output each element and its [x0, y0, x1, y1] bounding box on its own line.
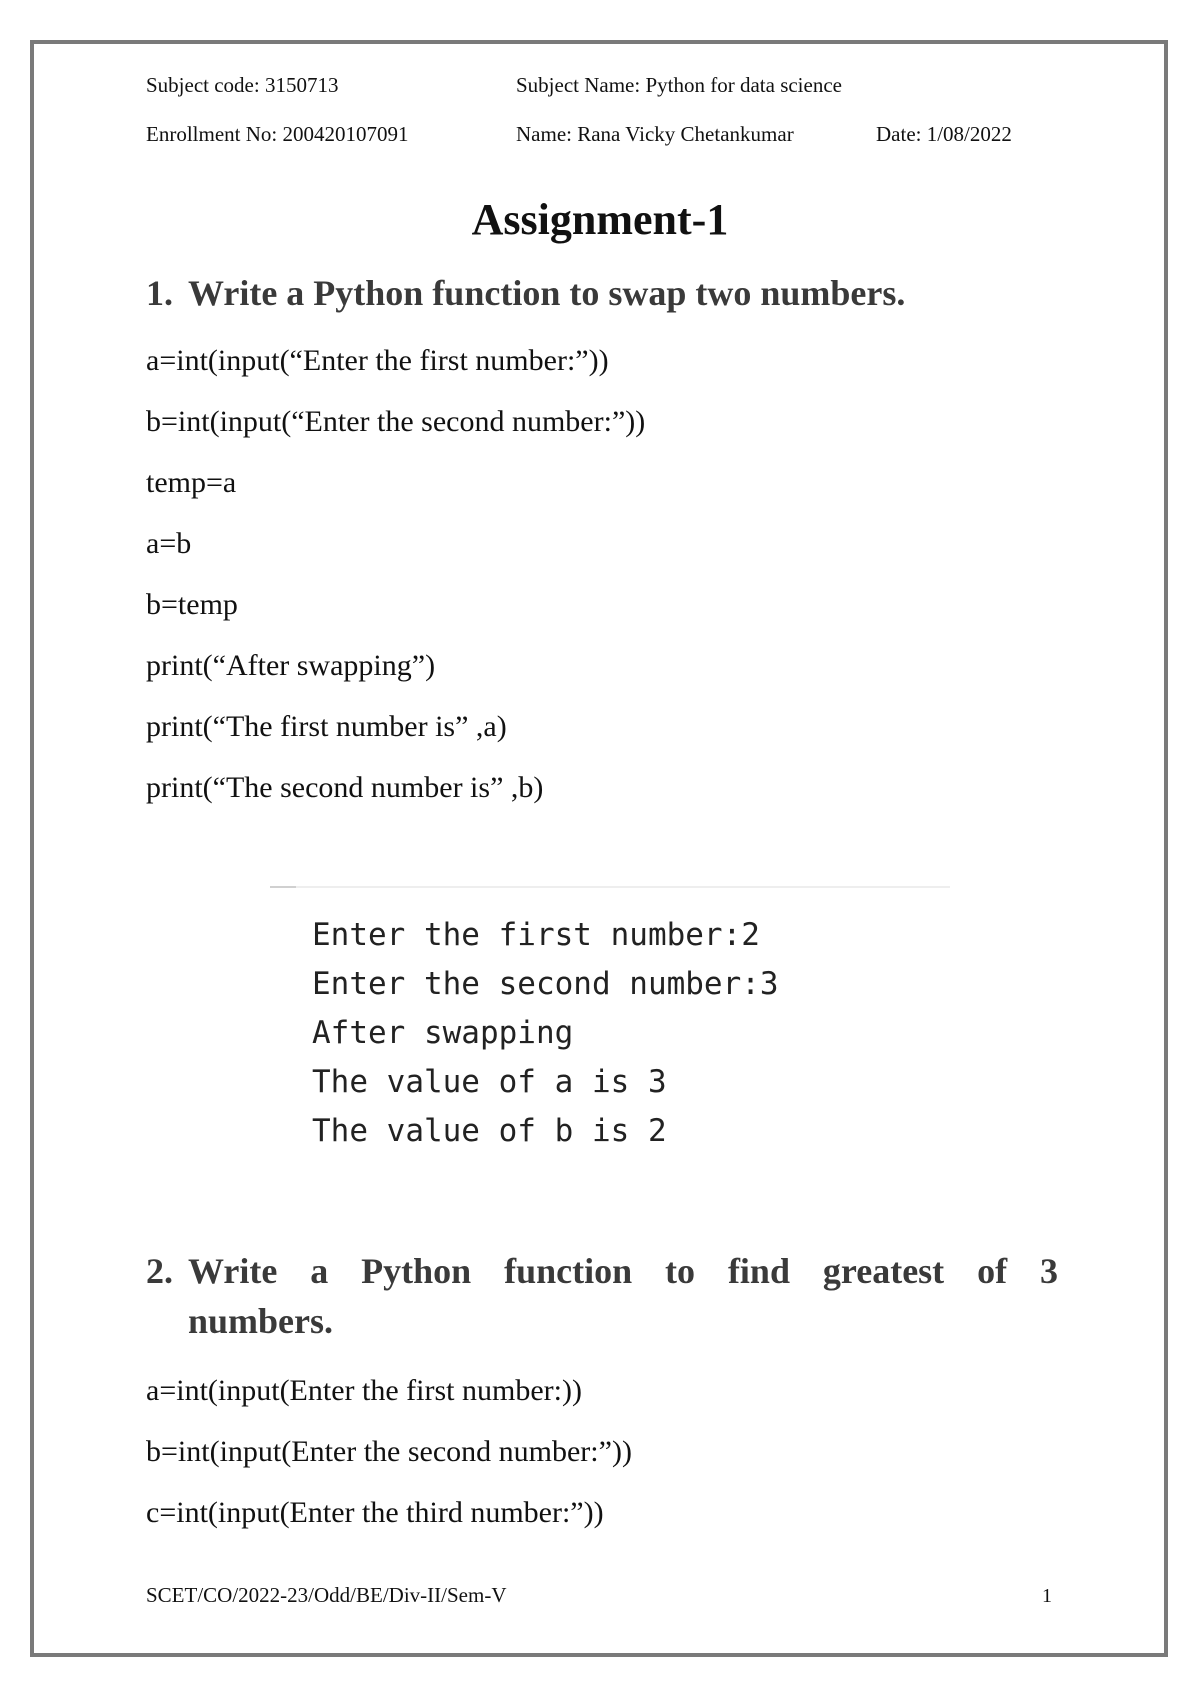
q2-code-line: c=int(input(Enter the third number:”)): [146, 1496, 604, 1529]
q1-code-line: print(“The second number is” ,b): [146, 771, 544, 804]
q1-output-line: After swapping: [312, 1015, 574, 1051]
q1-code-line: a=b: [146, 527, 192, 560]
q1-code-line: a=int(input(“Enter the first number:”)): [146, 344, 609, 377]
q1-code-line: b=int(input(“Enter the second number:”)): [146, 405, 646, 438]
question-1-heading: [146, 268, 905, 318]
output-top-accent: [270, 886, 296, 888]
q1-code-line: temp=a: [146, 466, 237, 499]
subject-name: Subject Name: Python for data science: [516, 73, 842, 97]
q1-output-screenshot: [270, 886, 950, 1158]
q1-output-line: Enter the second number:3: [312, 966, 779, 1002]
question-2-line-1: [146, 1246, 1058, 1296]
question-2-text-line-1: Write a Python function to find greatest of 3: [188, 1251, 1058, 1291]
assignment-date: Date: 1/08/2022: [876, 122, 1012, 146]
question-1-number: 1.: [146, 273, 173, 313]
question-1-text: Write a Python function to swap two numbers.: [188, 273, 906, 313]
question-2-text-line-2: numbers.: [188, 1301, 334, 1341]
student-name: Name: Rana Vicky Chetankumar: [516, 122, 794, 146]
q1-output-line: Enter the first number:2: [312, 917, 760, 953]
q1-code-line: b=temp: [146, 588, 238, 621]
q2-code-line: a=int(input(Enter the first number:)): [146, 1374, 582, 1407]
q1-output-line: The value of b is 2: [312, 1113, 667, 1149]
question-2-number: 2.: [146, 1251, 173, 1291]
q1-code-line: print(“After swapping”): [146, 649, 436, 682]
page-title: Assignment-1: [471, 195, 729, 244]
q2-code-line: b=int(input(Enter the second number:”)): [146, 1435, 632, 1468]
footer-course-code: SCET/CO/2022-23/Odd/BE/Div-II/Sem-V: [146, 1583, 507, 1607]
q1-output-line: The value of a is 3: [312, 1064, 667, 1100]
subject-code: Subject code: 3150713: [146, 73, 339, 97]
page-number: 1: [1042, 1585, 1052, 1607]
q1-code-line: print(“The first number is” ,a): [146, 710, 507, 743]
output-top-border: [270, 886, 950, 888]
question-2-heading: [146, 1246, 1066, 1346]
enrollment-number: Enrollment No: 200420107091: [146, 122, 409, 146]
